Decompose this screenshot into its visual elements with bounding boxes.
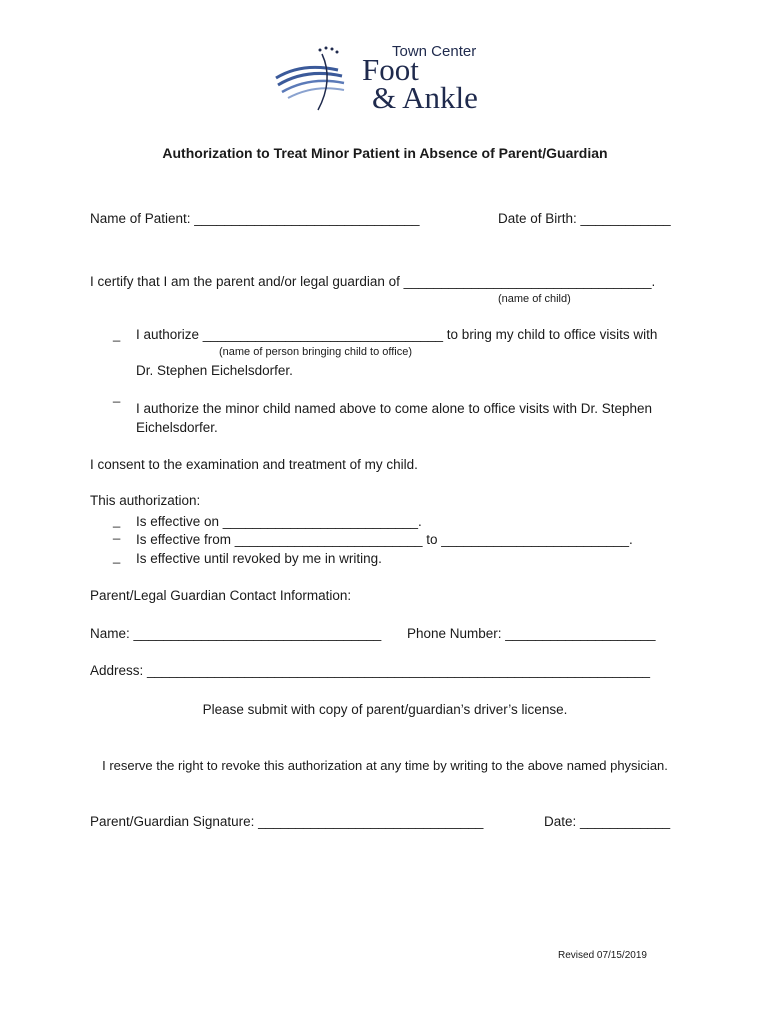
name-of-patient-field[interactable]: Name of Patient: ______________________________ (90, 211, 420, 226)
signature-date-field[interactable]: Date: ____________ (544, 814, 671, 829)
form-title: Authorization to Treat Minor Patient in Absence of Parent/Guardian (162, 145, 608, 161)
practice-logo (272, 40, 512, 116)
this-authorization-label: This authorization: (90, 493, 201, 508)
effective-until-text: Is effective until revoked by me in writing. (136, 551, 382, 566)
revoke-right-note: I reserve the right to revoke this authorization at any time by writing to the above named physician. (102, 758, 668, 773)
option2-checkbox[interactable]: _ (113, 388, 121, 403)
guardian-signature-field[interactable]: Parent/Guardian Signature: ______________________________ (90, 814, 484, 829)
effective-on-field[interactable]: Is effective on __________________________. (136, 514, 422, 529)
option2-text-line1: I authorize the minor child named above to come alone to office visits with Dr. Stephen (136, 401, 653, 416)
logo-line-foot: Foot (362, 52, 419, 87)
logo-line-town-center: Town Center (392, 43, 477, 60)
submit-license-note: Please submit with copy of parent/guardian’s driver’s license. (202, 702, 568, 717)
option2-text-line2: Eichelsdorfer. (136, 420, 218, 435)
effective-until-checkbox[interactable]: _ (113, 549, 121, 564)
phone-number-field[interactable]: Phone Number: ____________________ (407, 626, 656, 641)
swoosh-logo-icon (272, 40, 362, 116)
contact-info-header: Parent/Legal Guardian Contact Information: (90, 588, 352, 603)
effective-from-checkbox[interactable]: _ (113, 525, 121, 540)
guardian-name-field[interactable]: Name: _________________________________ (90, 626, 382, 641)
option1-checkbox[interactable]: _ (113, 327, 121, 342)
option1-doctor-text: Dr. Stephen Eichelsdorfer. (136, 363, 293, 378)
logo-line-ankle: & Ankle (372, 80, 478, 115)
option1-authorize-field[interactable]: I authorize ________________________________ to bring my child to office visits with (136, 327, 658, 342)
date-of-birth-field[interactable]: Date of Birth: ____________ (498, 211, 671, 226)
option1-person-hint: (name of person bringing child to office) (219, 346, 413, 358)
address-field[interactable]: Address: ___________________________________________________________________ (90, 663, 651, 678)
revised-date: Revised 07/15/2019 (558, 950, 647, 961)
name-of-child-hint: (name of child) (498, 293, 571, 305)
effective-on-checkbox[interactable]: _ (113, 513, 121, 528)
certify-guardian-field[interactable]: I certify that I am the parent and/or legal guardian of _________________________________. (90, 274, 656, 289)
consent-text: I consent to the examination and treatment of my child. (90, 457, 418, 472)
effective-from-field[interactable]: Is effective from _________________________ to _________________________. (136, 532, 633, 547)
